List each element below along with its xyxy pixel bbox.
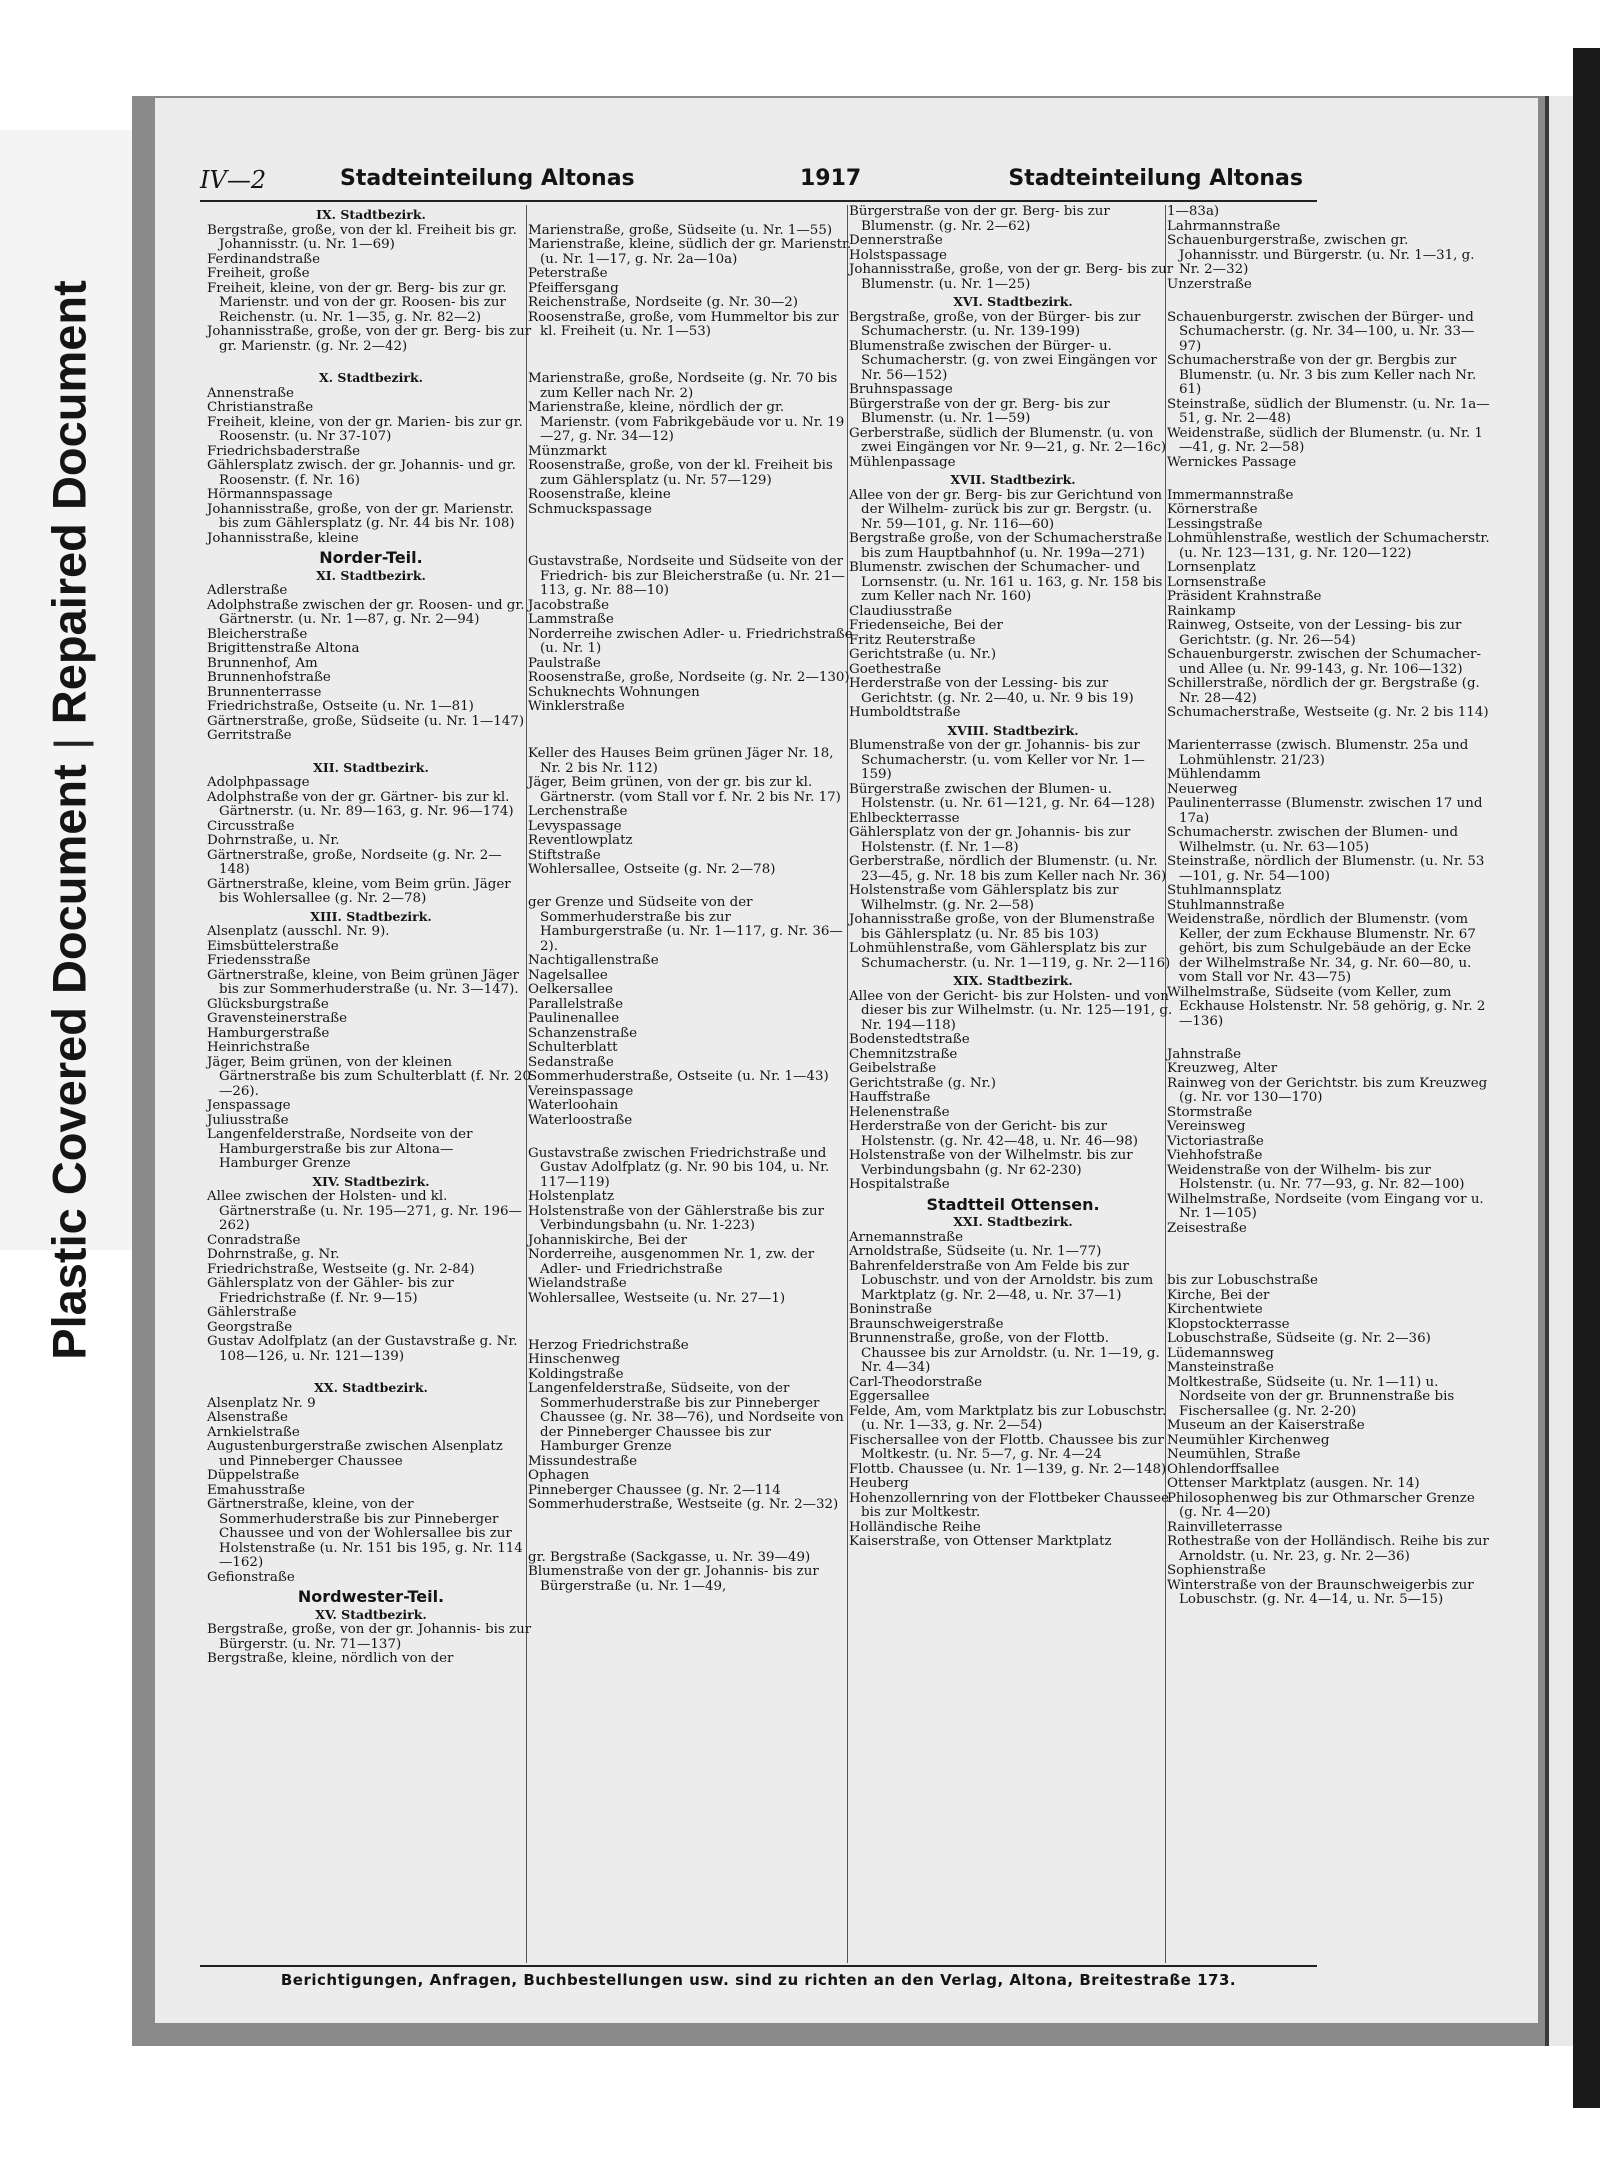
street-entry: Reventlowplatz (528, 833, 633, 848)
street-entry: Lornsenstraße (1167, 574, 1266, 590)
street-entry: Sommerhuderstraße, Westseite (g. Nr. 2—32) (528, 1497, 839, 1512)
street-entry: Bergstraße, kleine, nördlich von der (207, 1651, 454, 1666)
street-entry: Wernickes Passage (1167, 454, 1297, 470)
street-entry: Mühlenpassage (849, 454, 956, 470)
street-entry: Roosenstraße, große, von der kl. Freiheit bis zum Gählersplatz (u. Nr. 57—129) (528, 458, 833, 488)
street-entry: Brunnenhofstraße (207, 670, 331, 685)
street-entry: Stuhlmannstraße (1167, 897, 1285, 913)
street-entry: Neumühlen, Straße (1167, 1447, 1301, 1462)
street-entry: Johanniskirche, Bei der (528, 1232, 688, 1248)
street-entry: Ferdinandstraße (207, 251, 321, 267)
street-entry: Blumenstraße zwischen der Bürger- u. Schumacherstr. (g. von zwei Eingängen vor Nr. 56—152) (849, 338, 1157, 383)
street-entry: Fritz Reuterstraße (849, 632, 976, 648)
street-entry: Kreuzweg, Alter (1167, 1061, 1278, 1076)
street-entry: Claudiusstraße (849, 603, 952, 619)
street-entry: Sommerhuderstraße, Ostseite (u. Nr. 1—43) (528, 1069, 829, 1084)
street-entry: Schuknechts Wohnungen (528, 684, 700, 700)
street-entry: Blumenstraße von der gr. Johannis- bis zur Schumacherstr. (u. vom Keller vor Nr. 1—159) (849, 738, 1145, 782)
running-header (200, 160, 1317, 202)
street-entry: Langenfelderstraße, Südseite, von der Sommerhuderstraße bis zur Pinneberger Chaussee (g. Nr. 38—76), und Nordseite von der Pinneberger Chaussee bis zur Hamburger Grenze (528, 1381, 844, 1454)
street-entry: Hohenzollernring von der Flottbeker Chaussee bis zur Moltkestr. (849, 1490, 1170, 1520)
header-title-right: Stadteinteilung Altonas (1008, 166, 1303, 191)
street-entry: Ohlendorffsallee (1167, 1461, 1280, 1477)
street-entry: Lammstraße (528, 612, 614, 627)
street-entry: Peterstraße (528, 266, 608, 281)
street-entry: Herderstraße von der Lessing- bis zur Gerichtstr. (g. Nr. 2—40, u. Nr. 9 bis 19) (849, 676, 1134, 706)
street-entry: Präsident Krahnstraße (1167, 589, 1322, 604)
street-entry: Düppelstraße (207, 1468, 300, 1483)
street-entry: Gerberstraße, nördlich der Blumenstr. (u. Nr. 23—45, g. Nr. 18 bis zum Keller nach Nr. 36) (849, 854, 1167, 884)
spacer (207, 1364, 532, 1378)
street-entry: Johannisstraße, kleine (207, 530, 359, 546)
street-entry: Körnerstraße (1167, 502, 1258, 517)
district-heading: XVIII. Stadtbezirk. (947, 722, 1079, 738)
street-entry: Rainkamp (1167, 603, 1236, 619)
district-heading: XIII. Stadtbezirk. (310, 908, 432, 924)
spacer (207, 354, 532, 368)
street-entry: Jenspassage (207, 1098, 291, 1113)
part-heading: Nordwester-Teil. (297, 1587, 445, 1606)
street-entry: Helenenstraße (849, 1104, 950, 1120)
street-entry: Marienterrasse (zwisch. Blumenstr. 25a und Lohmühlenstr. 21/23) (1167, 738, 1469, 768)
street-entry: Philosophenweg bis zur Othmarscher Grenze (g. Nr. 4—20) (1167, 1490, 1475, 1520)
street-entry: Herzog Friedrichstraße (528, 1337, 689, 1353)
street-entry: Adolphstraße von der gr. Gärtner- bis zur kl. Gärtnerstr. (u. Nr. 89—163, g. Nr. 96—174) (207, 789, 514, 819)
street-entry: Gärtnerstraße, große, Südseite (u. Nr. 1—147) (207, 713, 525, 729)
street-entry: Stormstraße (1167, 1104, 1253, 1120)
street-entry: Wohlersallee, Ostseite (g. Nr. 2—78) (528, 862, 776, 877)
street-entry: Winterstraße von der Braunschweigerbis zur Lobuschstr. (g. Nr. 4—14, u. Nr. 5—15) (1167, 1577, 1474, 1607)
street-entry: Annenstraße (207, 385, 294, 401)
street-entry: Wohlersallee, Westseite (u. Nr. 27—1) (528, 1290, 786, 1306)
street-entry: Koldingstraße (528, 1366, 624, 1382)
street-entry: Bodenstedtstraße (849, 1032, 970, 1047)
street-entry: Schumacherstraße, Westseite (g. Nr. 2 bis 114) (1167, 705, 1489, 720)
part-heading: Norder-Teil. (319, 548, 423, 567)
street-entry: Stiftstraße (528, 847, 601, 863)
street-entry: Schauenburgerstr. zwischen der Bürger- und Schumacherstr. (g. Nr. 34—100, u. Nr. 33—97) (1167, 309, 1475, 354)
street-entry: Bürgerstraße zwischen der Blumen- u. Holstenstr. (u. Nr. 61—121, g. Nr. 64—128) (849, 781, 1155, 811)
street-entry: Marienstraße, große, Nordseite (g. Nr. 70 bis zum Keller nach Nr. 2) (528, 371, 838, 401)
street-entry: Wilhelmstraße, Nordseite (vom Eingang vor u. Nr. 1—105) (1167, 1191, 1484, 1221)
header-year: 1917 (800, 166, 862, 191)
street-entry: Adolphpassage (207, 775, 310, 790)
street-entry: Adlerstraße (207, 583, 288, 598)
street-entry: Allee von der gr. Berg- bis zur Gerichtund von der Wilhelm- zurück bis zur gr. Bergstr. (u. Nr. 59—101, g. Nr. 116—60) (849, 487, 1162, 532)
street-entry: Roosenstraße, große, Nordseite (g. Nr. 2—130) (528, 670, 850, 685)
street-entry: Augustenburgerstraße zwischen Alsenplatz und Pinneberger Chaussee (207, 1439, 503, 1469)
street-entry: Weidenstraße, südlich der Blumenstr. (u. Nr. 1—41, g. Nr. 2—58) (1167, 425, 1483, 455)
street-entry: Gärtnerstraße, kleine, vom Beim grün. Jäger bis Wohlersallee (g. Nr. 2—78) (207, 876, 511, 906)
scan-border (1573, 48, 1600, 2108)
street-entry: Steinstraße, nördlich der Blumenstr. (u. Nr. 53—101, g. Nr. 54—100) (1167, 854, 1485, 884)
street-entry: Allee zwischen der Holsten- und kl. Gärtnerstraße (u. Nr. 195—271, g. Nr. 196—262) (207, 1189, 522, 1233)
street-entry: Dohrnstraße, g. Nr. (207, 1247, 340, 1262)
street-entry: Juliusstraße (207, 1112, 289, 1128)
street-entry: Lohmühlenstraße, vom Gählersplatz bis zur Schumacherstr. (u. Nr. 1—119, g. Nr. 2—116) (849, 941, 1171, 971)
street-entry: Friedensstraße (207, 953, 311, 968)
street-entry: Sophienstraße (1167, 1563, 1266, 1578)
street-entry: Gärtnerstraße, kleine, von Beim grünen Jäger bis zur Sommerhuderstraße (u. Nr. 3—147). (207, 967, 519, 997)
column-1 (207, 205, 532, 1667)
street-entry: Wilhelmstraße, Südseite (vom Keller, zum Eckhause Holstenstr. Nr. 58 gehörig, g. Nr. 2—136) (1167, 984, 1486, 1029)
page-number: IV—2 (200, 166, 267, 194)
street-entry: Brunnenstraße, große, von der Flottb. Chaussee bis zur Arnoldstr. (u. Nr. 1—19, g. Nr. 4—34) (849, 1331, 1160, 1375)
street-entry: Chemnitzstraße (849, 1046, 958, 1062)
street-entry: Hamburgerstraße (207, 1025, 330, 1041)
street-entry: Brigittenstraße Altona (207, 641, 360, 656)
street-entry: Gerichtstraße (g. Nr.) (849, 1075, 997, 1091)
street-entry: Lessingstraße (1167, 516, 1263, 532)
street-entry: Holstenstraße vom Gählersplatz bis zur Wilhelmstr. (g. Nr. 2—58) (849, 883, 1119, 913)
street-entry: Heinrichstraße (207, 1040, 310, 1055)
street-entry: Lobuschstraße, Südseite (g. Nr. 2—36) (1167, 1331, 1431, 1346)
street-entry: Levyspassage (528, 818, 622, 834)
street-entry: Friedenseiche, Bei der (849, 618, 1003, 633)
street-entry: Keller des Hauses Beim grünen Jäger Nr. 18, Nr. 2 bis Nr. 112) (528, 746, 834, 776)
street-entry: Herderstraße von der Gericht- bis zur Holstenstr. (g. Nr. 42—48, u. Nr. 46—98) (849, 1119, 1138, 1149)
street-entry: Gustav Adolfplatz (an der Gustavstraße g. Nr. 108—126, u. Nr. 121—139) (207, 1334, 518, 1364)
street-entry: Waterloohain (528, 1098, 619, 1113)
street-entry: Bergstraße, große, von der gr. Johannis- bis zur Bürgerstr. (u. Nr. 71—137) (207, 1622, 532, 1652)
street-entry: Roosenstraße, große, vom Hummeltor bis zur kl. Freiheit (u. Nr. 1—53) (528, 309, 839, 339)
street-entry: Holstenstraße von der Wilhelmstr. bis zur Verbindungsbahn (g. Nr 62-230) (849, 1148, 1133, 1178)
street-entry: Marienstraße, kleine, südlich der gr. Marienstr. (u. Nr. 1—17, g. Nr. 2a—10a) (528, 237, 852, 267)
street-entry: Nagelsallee (528, 967, 608, 983)
street-entry: Freiheit, große (207, 266, 310, 281)
street-entry: Jäger, Beim grünen, von der kleinen Gärtnerstraße bis zum Schulterblatt (f. Nr. 20—26). (207, 1054, 531, 1099)
archive-label (42, 280, 97, 1360)
district-heading: XVII. Stadtbezirk. (950, 472, 1076, 487)
street-entry: Lornsenplatz (1167, 560, 1256, 575)
street-entry: Vereinsweg (1167, 1119, 1246, 1134)
street-entry: Lüdemannsweg (1167, 1345, 1274, 1361)
street-entry: Kirchentwiete (1167, 1302, 1263, 1317)
street-entry: Bergstraße große, von der Schumacherstraße bis zum Hauptbahnhof (u. Nr. 199a—271) (849, 531, 1163, 561)
street-entry: Dohrnstraße, u. Nr. (207, 833, 340, 848)
street-entry: Johannisstraße, große, von der gr. Berg- bis zur gr. Marienstr. (g. Nr. 2—42) (207, 324, 532, 354)
street-entry: Holstenplatz (528, 1189, 615, 1204)
header-title-left: Stadteinteilung Altonas (340, 166, 635, 191)
street-entry: Gählerstraße (207, 1305, 297, 1320)
street-entry: Gählersplatz von der gr. Johannis- bis zur Holstenstr. (f. Nr. 1—8) (849, 825, 1131, 855)
street-entry: Kirche, Bei der (1167, 1287, 1270, 1303)
street-entry: Ottenser Marktplatz (ausgen. Nr. 14) (1167, 1476, 1420, 1491)
street-entry: Goethestraße (849, 661, 942, 677)
street-entry: Zeisestraße (1167, 1220, 1247, 1236)
street-entry: Schulterblatt (528, 1040, 618, 1055)
street-entry: Museum an der Kaiserstraße (1167, 1418, 1365, 1433)
street-entry: Circusstraße (207, 818, 295, 834)
street-entry: Lohmühlenstraße, westlich der Schumacherstr. (u. Nr. 123—131, g. Nr. 120—122) (1167, 531, 1490, 561)
street-entry: Moltkestraße, Südseite (u. Nr. 1—11) u. Nordseite von der gr. Brunnenstraße bis Fischersallee (g. Nr. 2-20) (1167, 1374, 1455, 1419)
street-entry: Schillerstraße, nördlich der gr. Bergstraße (g. Nr. 28—42) (1167, 676, 1480, 706)
street-entry: Mühlendamm (1167, 767, 1261, 782)
part-heading: Stadtteil Ottensen. (926, 1194, 1100, 1214)
spacer (528, 1306, 853, 1320)
street-entry: Reichenstraße, Nordseite (g. Nr. 30—2) (528, 295, 799, 310)
street-entry: Gärtnerstraße, kleine, von der Sommerhuderstraße bis zur Pinneberger Chaussee und von der Wohlersallee bis zur Holstenstraße (u. Nr. 151 bis 195, g. Nr. 114—162) (207, 1497, 523, 1570)
street-entry: Unzerstraße (1167, 276, 1252, 292)
label-separator (53, 742, 93, 746)
street-entry: Blumenstraße von der gr. Johannis- bis zur Bürgerstraße (u. Nr. 1—49, (528, 1564, 819, 1594)
street-entry: Rainweg, Ostseite, von der Lessing- bis zur Gerichtstr. (g. Nr. 26—54) (1167, 618, 1462, 648)
street-entry: Carl-Theodorstraße (849, 1374, 983, 1390)
street-entry: Geibelstraße (849, 1061, 937, 1076)
street-entry: Gärtnerstraße, große, Nordseite (g. Nr. 2—148) (207, 847, 502, 877)
street-entry: Bürgerstraße von der gr. Berg- bis zur Blumenstr. (u. Nr. 1—59) (849, 396, 1110, 426)
street-entry: Lahrmannstraße (1167, 218, 1281, 234)
street-entry: Bruhnspassage (849, 382, 953, 397)
street-entry: Schumacherstraße von der gr. Bergbis zur Blumenstr. (u. Nr. 3 bis zum Keller nach Nr. 61) (1167, 353, 1477, 397)
street-entry: Arnkielstraße (207, 1424, 300, 1440)
spacer (528, 715, 853, 729)
street-entry: Schumacherstr. zwischen der Blumen- und Wilhelmstr. (u. Nr. 63—105) (1167, 825, 1459, 855)
street-entry: Christianstraße (207, 400, 314, 415)
street-entry: Münzmarkt (528, 443, 607, 459)
street-entry: Pfeiffersgang (528, 280, 619, 296)
street-entry: Glücksburgstraße (207, 996, 329, 1012)
street-entry: Paulinenallee (528, 1011, 620, 1026)
street-entry: Blumenstr. zwischen der Schumacher- und Lornsenstr. (u. Nr. 161 u. 163, g. Nr. 158 bis zum Keller nach Nr. 160) (849, 560, 1163, 604)
street-entry: Wielandstraße (528, 1276, 627, 1291)
street-entry: Friedrichstraße, Ostseite (u. Nr. 1—81) (207, 699, 474, 714)
street-entry: Alsenplatz Nr. 9 (207, 1395, 316, 1411)
street-entry: Langenfelderstraße, Nordseite von der Hamburgerstraße bis zur Altona—Hamburger Grenze (207, 1127, 473, 1171)
street-entry: Freiheit, kleine, von der gr. Berg- bis zur gr. Marienstr. und von der gr. Roosen- bis zur Reichenstr. (u. Nr. 1—35, g. Nr. 82—2) (207, 280, 507, 325)
archive-label-banner (0, 130, 141, 1360)
street-entry: ger Grenze und Südseite von der Sommerhuderstraße bis zur Hamburgerstraße (u. Nr. 1—117, g. Nr. 36—2). (528, 895, 843, 954)
street-entry: Bergstraße, große, von der Bürger- bis zur Schumacherstr. (u. Nr. 139-199) (849, 309, 1141, 339)
street-entry: Eggersallee (849, 1389, 930, 1404)
street-entry: Parallelstraße (528, 996, 624, 1012)
street-entry: Hörmannspassage (207, 487, 333, 502)
street-entry: Jahnstraße (1167, 1046, 1242, 1062)
street-entry: Gählersplatz von der Gähler- bis zur Friedrichstraße (f. Nr. 9—15) (207, 1276, 454, 1306)
street-entry: Alsenstraße (207, 1410, 288, 1425)
district-heading: XX. Stadtbezirk. (314, 1380, 428, 1395)
street-entry: Schmuckspassage (528, 501, 652, 517)
street-entry: Bahrenfelderstraße von Am Felde bis zur Lobuschstr. und von der Arnoldstr. bis zum Marktplatz (g. Nr. 2—48, u. Nr. 37—1) (849, 1258, 1154, 1303)
street-entry: Eimsbüttelerstraße (207, 938, 339, 954)
street-entry: Flottb. Chaussee (u. Nr. 1—139, g. Nr. 2—148) (849, 1461, 1167, 1477)
street-entry: Holstenstraße von der Gählerstraße bis zur Verbindungsbahn (u. Nr. 1-223) (528, 1203, 824, 1233)
street-entry: Klopstockterrasse (1167, 1316, 1290, 1332)
district-heading: XIV. Stadtbezirk. (312, 1173, 430, 1189)
street-entry: Marienstraße, kleine, nördlich der gr. Marienstr. (vom Fabrikgebäude vor u. Nr. 19—27, g. Nr. 34—12) (528, 400, 845, 444)
district-heading: XV. Stadtbezirk. (315, 1606, 427, 1622)
street-entry: 1—83a) (1167, 204, 1220, 219)
street-entry: Arnoldstraße, Südseite (u. Nr. 1—77) (849, 1244, 1102, 1259)
street-entry: Weidenstraße, nördlich der Blumenstr. (vom Keller, der zum Eckhause Blumenstr. Nr. 67 gehört, bis zum Schulgebäude an der Ecke der Wilhelmstraße Nr. 34, g. Nr. 60—80, u. vom Stall vor Nr. 43—75) (1167, 912, 1476, 985)
street-entry: Weidenstraße von der Wilhelm- bis zur Holstenstr. (u. Nr. 77—93, g. Nr. 82—100) (1167, 1162, 1465, 1192)
street-entry: Brunnenterrasse (207, 684, 322, 700)
street-entry: Gravensteinerstraße (207, 1011, 348, 1026)
column-4 (1167, 205, 1492, 1608)
street-entry: Allee von der Gericht- bis zur Holsten- und von dieser bis zur Wilhelmstr. (u. Nr. 125—191, g. Nr. 194—118) (849, 988, 1173, 1033)
street-entry: Freiheit, kleine, von der gr. Marien- bis zur gr. Roosenstr. (u. Nr 37-107) (207, 414, 523, 444)
street-entry: Bergstraße, große, von der kl. Freiheit bis gr. Johannisstr. (u. Nr. 1—69) (207, 222, 517, 252)
district-heading: XII. Stadtbezirk. (313, 759, 429, 775)
district-heading: XXI. Stadtbezirk. (953, 1214, 1073, 1229)
street-entry: Immermannstraße (1167, 487, 1294, 503)
street-entry: Nachtigallenstraße (528, 953, 659, 968)
street-entry: Johannisstraße, große, von der gr. Marienstr. bis zum Gählersplatz (g. Nr. 44 bis Nr. 108) (207, 501, 515, 531)
street-entry: Boninstraße (849, 1302, 932, 1317)
street-entry: Gerichtstraße (u. Nr.) (849, 647, 997, 662)
street-entry: Norderreihe, ausgenommen Nr. 1, zw. der Adler- und Friedrichstraße (528, 1247, 815, 1277)
street-entry: Felde, Am, vom Marktplatz bis zur Lobuschstr. (u. Nr. 1—33, g. Nr. 2—54) (849, 1403, 1167, 1433)
street-entry: Roosenstraße, kleine (528, 487, 671, 502)
street-entry: Vereinspassage (528, 1083, 634, 1099)
street-entry: Schauenburgerstraße, zwischen gr. Johannisstr. und Bürgerstr. (u. Nr. 1—31, g. Nr. 2—32) (1167, 233, 1475, 277)
street-entry: Rothestraße von der Holländisch. Reihe bis zur Arnoldstr. (u. Nr. 23, g. Nr. 2—36) (1167, 1534, 1489, 1564)
street-entry: Viehhofstraße (1167, 1148, 1263, 1163)
street-entry: Brunnenhof, Am (207, 655, 318, 671)
street-entry: Bürgerstraße von der gr. Berg- bis zur Blumenstr. (g. Nr. 2—62) (849, 204, 1110, 234)
street-entry: Paulstraße (528, 655, 601, 671)
street-entry: Hospitalstraße (849, 1177, 950, 1192)
street-entry: Gerritstraße (207, 728, 292, 743)
street-entry: Norderreihe zwischen Adler- u. Friedrichstraße (u. Nr. 1) (528, 626, 853, 656)
street-entry: Friedrichsbaderstraße (207, 443, 361, 459)
street-entry: Gählersplatz zwisch. der gr. Johannis- und gr. Roosenstr. (f. Nr. 16) (207, 458, 516, 488)
street-entry: Braunschweigerstraße (849, 1316, 1004, 1332)
street-entry: Arnemannstraße (849, 1229, 964, 1245)
spacer (528, 340, 853, 354)
street-entry: Mansteinstraße (1167, 1360, 1274, 1375)
street-entry: Dennerstraße (849, 233, 943, 248)
street-entry: Heuberg (849, 1476, 909, 1491)
street-entry: Hinschenweg (528, 1352, 621, 1367)
street-entry: Gerberstraße, südlich der Blumenstr. (u. von zwei Eingängen vor Nr. 9—21, g. Nr. 2—16c) (849, 425, 1167, 455)
street-entry: Missundestraße (528, 1453, 637, 1469)
street-entry: Alsenplatz (ausschl. Nr. 9). (207, 924, 390, 939)
street-entry: Stuhlmannsplatz (1167, 883, 1282, 898)
street-entry: Georgstraße (207, 1319, 293, 1335)
street-entry: Gefionstraße (207, 1569, 295, 1585)
street-entry: Gustavstraße, Nordseite und Südseite von der Friedrich- bis zur Bleicherstraße (u. Nr. 21—113, g. Nr. 88—10) (528, 554, 845, 598)
street-entry: Paulinenterrasse (Blumenstr. zwischen 17 und 17a) (1167, 796, 1483, 826)
street-entry: Ophagen (528, 1468, 590, 1483)
street-entry: Steinstraße, südlich der Blumenstr. (u. Nr. 1a—51, g. Nr. 2—48) (1167, 396, 1490, 426)
street-entry: Ehlbeckterrasse (849, 810, 960, 826)
district-heading: XVI. Stadtbezirk. (953, 294, 1073, 309)
street-entry: Holstspassage (849, 247, 947, 263)
publisher-footer: Berichtigungen, Anfragen, Buchbestellungen usw. sind zu richten an den Verlag, Altona, Breitestraße 173. (200, 1965, 1317, 1989)
street-entry: Schauenburgerstr. zwischen der Schumacher- und Allee (u. Nr. 99-143, g. Nr. 106—132) (1167, 647, 1481, 677)
street-entry: Holländische Reihe (849, 1519, 981, 1535)
street-entry: Johannisstraße große, von der Blumenstraße bis Gählersplatz (u. Nr. 85 bis 103) (849, 912, 1155, 942)
street-entry: Oelkersallee (528, 982, 613, 997)
street-entry: Victoriastraße (1167, 1133, 1264, 1149)
district-heading: XI. Stadtbezirk. (316, 567, 426, 583)
street-entry: Schanzenstraße (528, 1025, 638, 1041)
street-entry: gr. Bergstraße (Sackgasse, u. Nr. 39—49) (528, 1549, 811, 1565)
column-3 (849, 205, 1174, 1550)
street-entry: Neumühler Kirchenweg (1167, 1432, 1330, 1448)
street-entry: Rainweg von der Gerichtstr. bis zum Kreuzweg (g. Nr. vor 130—170) (1167, 1075, 1488, 1105)
spacer (207, 744, 532, 758)
street-entry: Conradstraße (207, 1232, 301, 1248)
street-entry: Emahusstraße (207, 1482, 306, 1498)
street-entry: Pinneberger Chaussee (g. Nr. 2—114 (528, 1482, 781, 1498)
street-entry: Humboldtstraße (849, 705, 961, 720)
street-entry: Adolphstraße zwischen der gr. Roosen- und gr. Gärtnerstr. (u. Nr. 1—87, g. Nr. 2—94) (207, 597, 525, 627)
street-entry: Lerchenstraße (528, 804, 628, 819)
street-entry: Jacobstraße (528, 597, 609, 613)
street-entry: Marienstraße, große, Südseite (u. Nr. 1—55) (528, 222, 833, 238)
street-entry: Kaiserstraße, von Ottenser Marktplatz (849, 1534, 1112, 1549)
plastic-covered-label: Plastic Covered Document (42, 764, 96, 1360)
district-heading: XIX. Stadtbezirk. (953, 973, 1073, 988)
street-entry: Friedrichstraße, Westseite (g. Nr. 2-84) (207, 1261, 475, 1277)
street-entry: Fischersallee von der Flottb. Chaussee bis zur Moltkestr. (u. Nr. 5—7, g. Nr. 4—24 (849, 1432, 1164, 1462)
district-heading: IX. Stadtbezirk. (316, 207, 426, 222)
street-entry: bis zur Lobuschstraße (1167, 1273, 1318, 1288)
column-2 (528, 205, 853, 1594)
district-heading: X. Stadtbezirk. (319, 370, 423, 385)
street-entry: Waterloostraße (528, 1112, 633, 1128)
street-entry: Gustavstraße zwischen Friedrichstraße und Gustav Adolfplatz (g. Nr. 90 bis 104, u. Nr. 117—119) (528, 1145, 830, 1190)
street-entry: Rainvilleterrasse (1167, 1519, 1283, 1535)
street-entry: Neuerweg (1167, 781, 1238, 797)
street-entry: Bleicherstraße (207, 626, 308, 642)
street-entry: Johannisstraße, große, von der gr. Berg- bis zur Blumenstr. (u. Nr. 1—25) (849, 262, 1174, 292)
street-entry: Winklerstraße (528, 699, 625, 714)
street-entry: Hauffstraße (849, 1090, 931, 1105)
street-entry: Jäger, Beim grünen, von der gr. bis zur kl. Gärtnerstr. (vom Stall vor f. Nr. 2 bis Nr. 17) (528, 775, 841, 805)
street-entry: Sedanstraße (528, 1054, 614, 1070)
repaired-label: Repaired Document (42, 280, 96, 725)
